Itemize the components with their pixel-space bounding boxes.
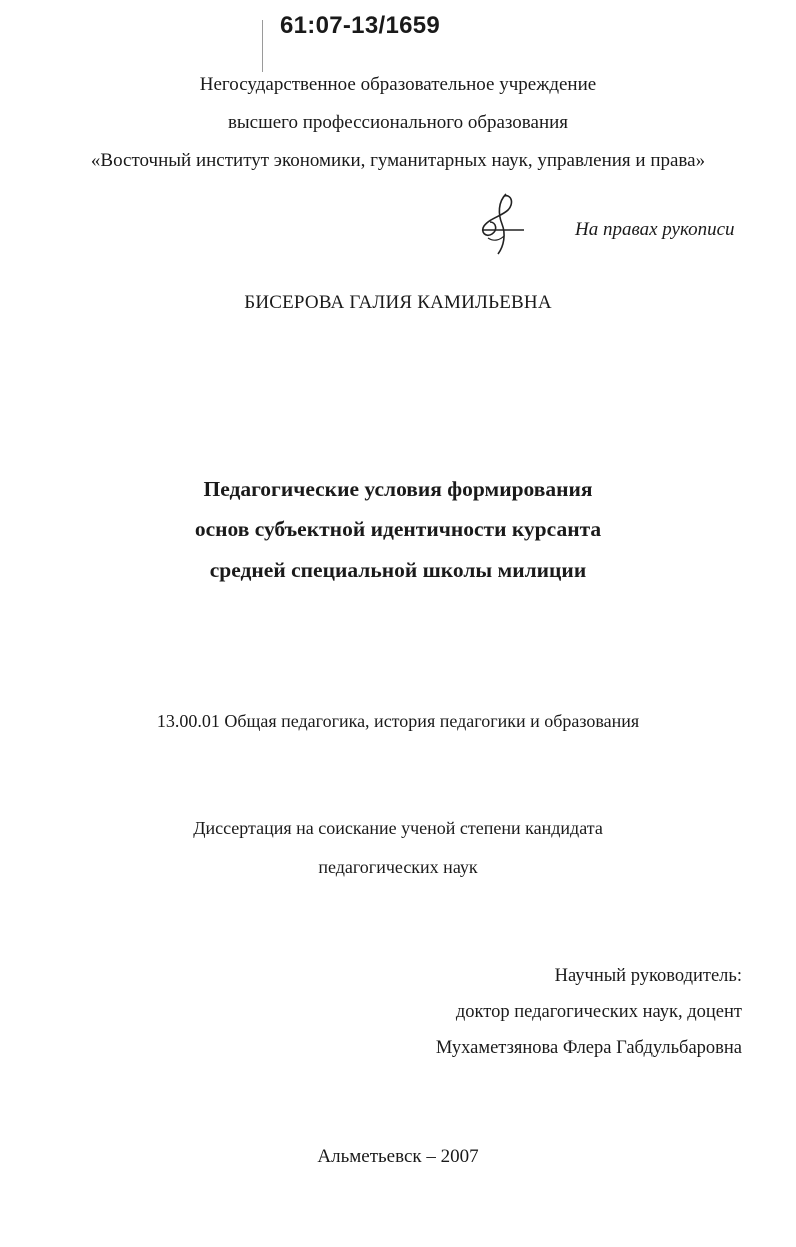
city-year: Альметьевск – 2007 [317,1146,479,1167]
scan-mark [262,20,263,72]
specialty-code: 13.00.01 Общая педагогика, история педагогики и образования [156,711,640,731]
institution-line-2: высшего профессионального образования [227,112,569,133]
title-line-2: основ субъектной идентичности курсанта [194,517,602,541]
catalog-number: 61:07-13/1659 [280,12,441,39]
rights-note: На правах рукописи [575,219,735,240]
title-line-1: Педагогические условия формирования [203,477,593,501]
signature-mark [468,188,528,258]
institution-line-3: «Восточный институт экономики, гуманитарных наук, управления и права» [90,150,706,171]
supervisor-label: Научный руководитель: [554,966,742,986]
supervisor-name: Мухаметзянова Флера Габдульбаровна [435,1038,742,1058]
dissertation-line-2: педагогических наук [318,857,478,877]
dissertation-line-1: Диссертация на соискание ученой степени кандидата [193,818,603,838]
institution-line-1: Негосударственное образовательное учреждение [199,74,597,95]
author-name: БИСЕРОВА ГАЛИЯ КАМИЛЬЕВНА [244,292,552,313]
supervisor-degree: доктор педагогических наук, доцент [455,1002,742,1022]
title-line-3: средней специальной школы милиции [209,558,587,582]
